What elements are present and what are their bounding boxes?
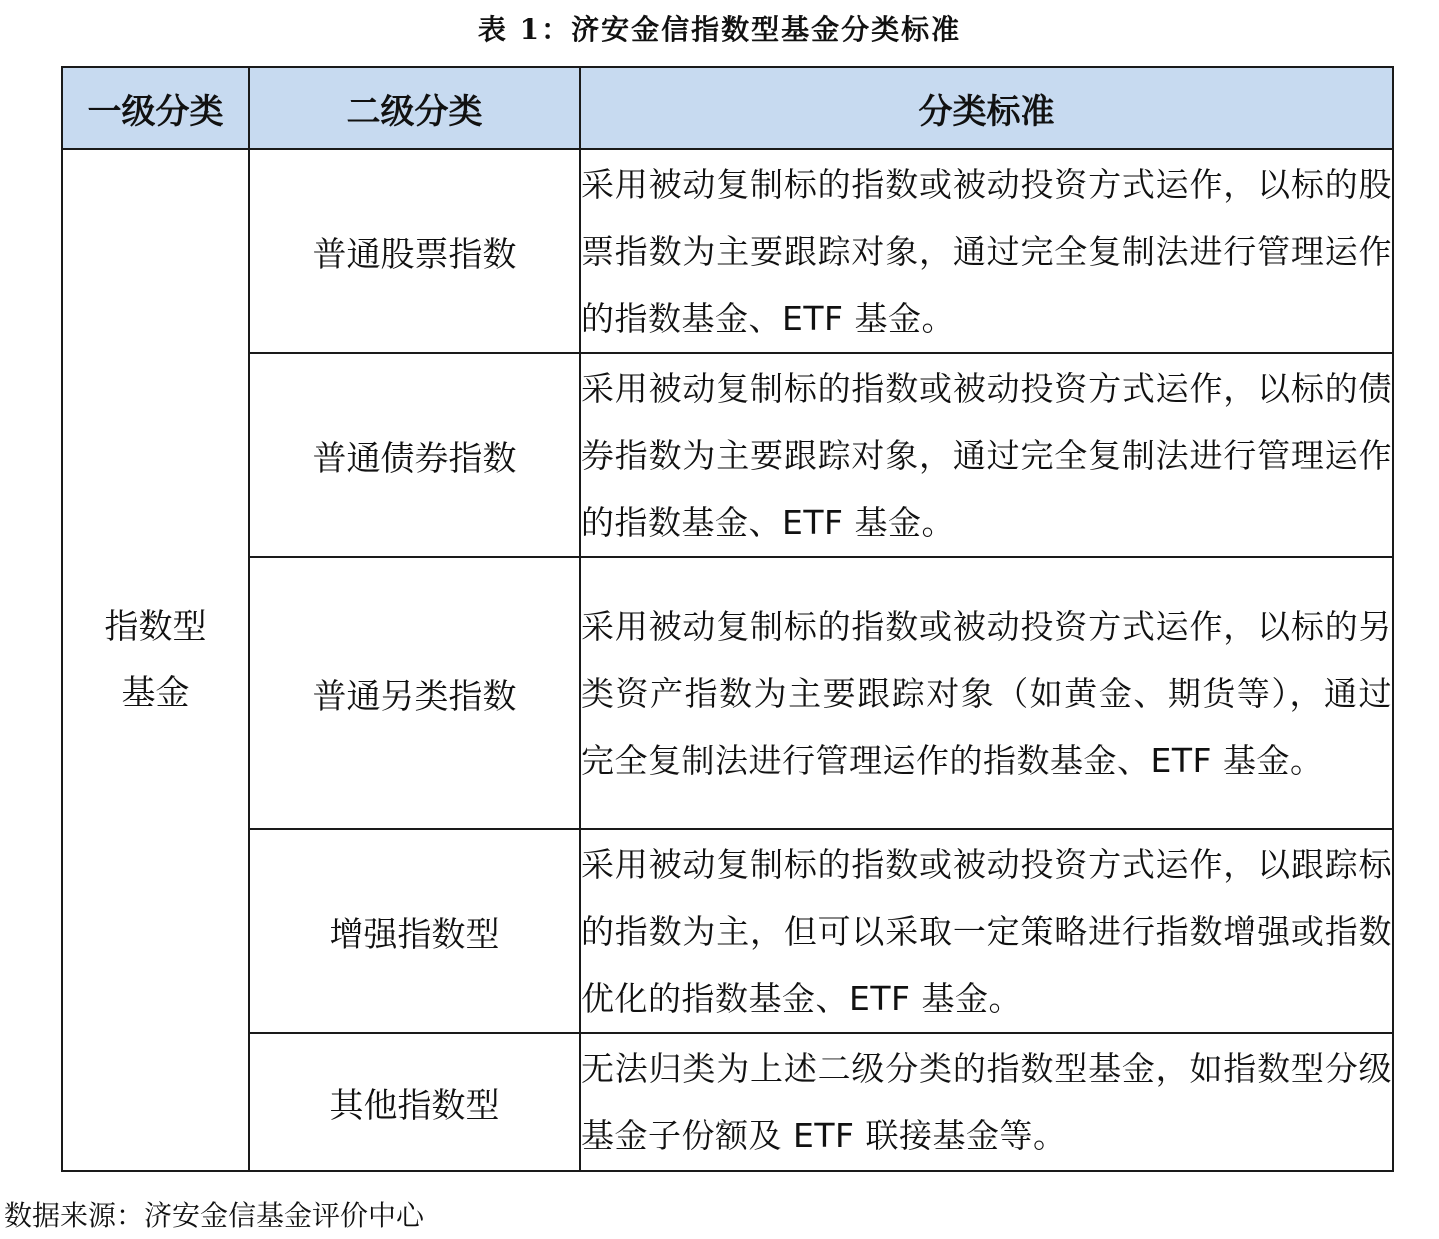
standard-cell: 采用被动复制标的指数或被动投资方式运作，以跟踪标的指数为主，但可以采取一定策略进行指数增强或指数优化的指数基金、ETF 基金。: [580, 829, 1393, 1033]
table-header-row: [62, 67, 1393, 149]
table-row: [62, 557, 1393, 829]
table-row: [62, 1033, 1393, 1171]
level1-label: 指数型基金: [104, 607, 207, 713]
table-row: [62, 149, 1393, 353]
standard-cell: 采用被动复制标的指数或被动投资方式运作，以标的债券指数为主要跟踪对象，通过完全复制法进行管理运作的指数基金、ETF 基金。: [580, 353, 1393, 557]
standard-cell: 采用被动复制标的指数或被动投资方式运作，以标的另类资产指数为主要跟踪对象（如黄金、期货等），通过完全复制法进行管理运作的指数基金、ETF 基金。: [580, 557, 1393, 829]
data-source-note: 数据来源：济安金信基金评价中心: [4, 1199, 425, 1232]
standard-cell: 采用被动复制标的指数或被动投资方式运作，以标的股票指数为主要跟踪对象，通过完全复制法进行管理运作的指数基金、ETF 基金。: [580, 149, 1393, 353]
level2-cell: 增强指数型: [249, 829, 580, 1033]
standard-cell: 无法归类为上述二级分类的指数型基金，如指数型分级基金子份额及 ETF 联接基金等。: [580, 1033, 1393, 1171]
table-row: [62, 353, 1393, 557]
header-level1: 一级分类: [62, 67, 249, 149]
level2-cell: 普通另类指数: [249, 557, 580, 829]
header-level2: 二级分类: [249, 67, 580, 149]
classification-table: [61, 66, 1394, 1172]
level2-cell: 其他指数型: [249, 1033, 580, 1171]
table-caption: 表 1：济安金信指数型基金分类标准: [477, 13, 962, 46]
level2-cell: 普通债券指数: [249, 353, 580, 557]
table-row: [62, 829, 1393, 1033]
level2-cell: 普通股票指数: [249, 149, 580, 353]
level1-cell: [62, 149, 249, 1171]
header-standard: 分类标准: [580, 67, 1393, 149]
